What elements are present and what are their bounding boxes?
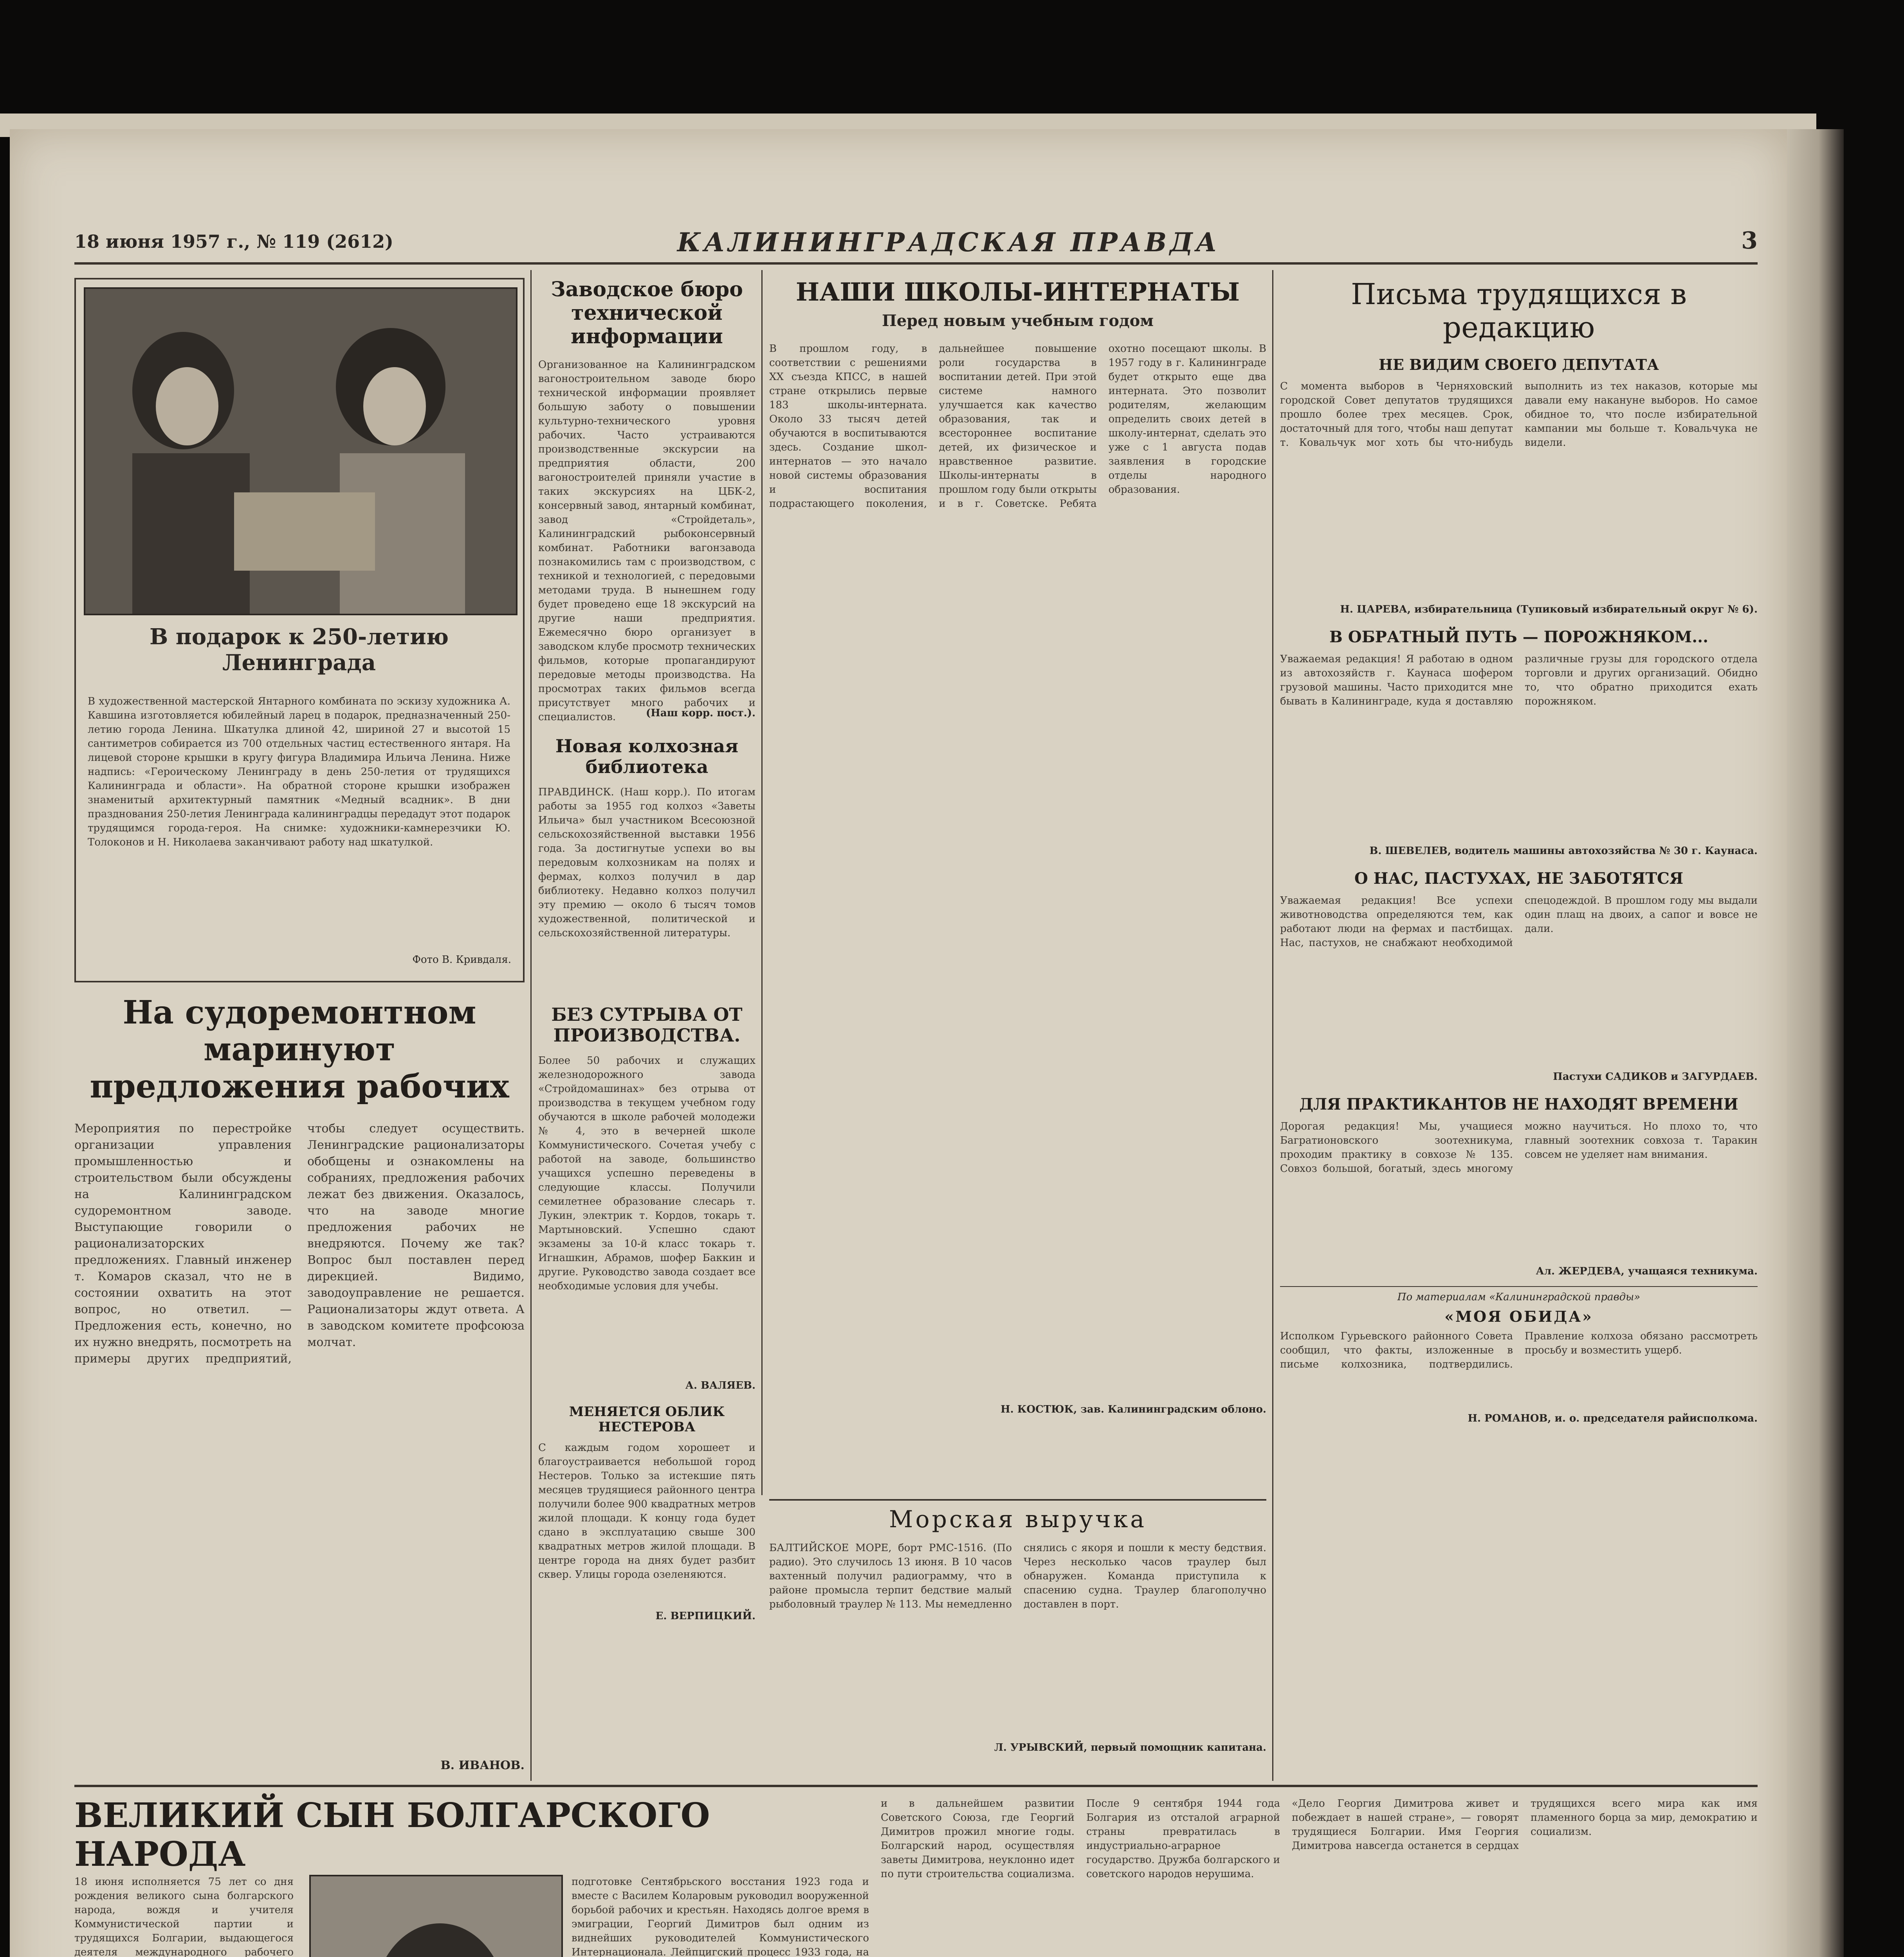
bulgaria-col1: 18 июня исполняется 75 лет со дня рождения великого сына болгарского народа, вождя и учителя Коммунистической партии и трудящихся Болгарии, выдающегося деятеля международного рабочего: [74, 1876, 294, 1957]
bulgaria-section: [74, 1797, 1758, 1957]
shepherds-signature: Пастухи САДИКОВ и ЗАГУРДАЕВ.: [1553, 1070, 1758, 1083]
bureau-signature: (Наш корр. пост.).: [645, 707, 755, 719]
bureau-headline: Заводское бюро технической информации: [551, 278, 743, 348]
gift-text: В художественной мастерской Янтарного комбината по эскизу художника А. Кавшина изготовляется юбилейный ларец в подарок, предназначенный 250-летию города Ленина. Шкатулка длиной 42, шириной 27 и высотой 15 сантиметров собирается из 700 отдельных частиц естественного янтаря. На лицевой стороне крышки в кругу фигура Владимира Ильича Ленина. Ниже надпись: «Героическому Ленинграду в день 250-летия от трудящихся Калининграда и области». На обратной стороне крышки изображен знаменитый архитектурный памятник «Медный всадник». В дни празднования 250-летия Ленинграда калининградцы передадут этот подарок трудящимся города-героя. На снимке: художники-камнерезчики Ю. Толоконов и Н. Николаева заканчивают работу над шкатулкой.: [88, 696, 510, 848]
artisans-photo-icon: [85, 289, 516, 614]
sea-headline: Морская выручка: [889, 1506, 1147, 1533]
bulgaria-col5: «Дело Георгия Димитрова живет и побеждает в нашей стране», — говорят трудящиеся Болгарии. Имя Георгия Димитрова навсегда останется в сердцах трудящихся всего мира как имя пламенного борца за мир, демократию и социализм.: [1292, 1798, 1758, 1852]
deputy-headline: НЕ ВИДИМ СВОЕГО ДЕПУТАТА: [1378, 356, 1659, 374]
shepherds-headline: О НАС, ПАСТУХАХ, НЕ ЗАБОТЯТСЯ: [1354, 869, 1684, 888]
column-divider: [530, 270, 532, 1781]
sea-text: БАЛТИЙСКОЕ МОРЕ, борт РМС-1516. (По радио). Это случилось 13 июня. В 10 часов вахтенный получил радиограмму, что в районе промысла терпит бедствие малый рыболовный траулер № 113. Мы немедленно снялись с якоря и пошли к месту бедствия. Через несколько часов траулер был обнаружен. Команда приступила к спасению судна. Траулер благополучно доставлен в порт.: [769, 1542, 1266, 1610]
changing-headline: МЕНЯЕТСЯ ОБЛИК НЕСТЕРОВА: [569, 1404, 725, 1435]
newspaper-title: КАЛИНИНГРАДСКАЯ ПРАВДА: [677, 227, 1220, 258]
letters-headline: Письма трудящихся в редакцию: [1350, 278, 1687, 345]
dimitrov-portrait: [309, 1875, 563, 1957]
practice-headline: ДЛЯ ПРАКТИКАНТОВ НЕ НАХОДЯТ ВРЕМЕНИ: [1299, 1095, 1738, 1114]
bulgaria-col3: подготовке Сентябрьского восстания 1923 года и вместе с Василем Коларовым руководил вооруженной борьбой рабочих и крестьян. Находясь долгое время в эмиграции, Георгий Димитров был одним из виднейших руководителей Коммунистического Интернационала. Лейпцигский процесс 1933 года, на: [572, 1876, 869, 1957]
bulgaria-col4: и в дальнейшем развитии Советского Союза, где Георгий Димитров прожил многие годы. Болгарский народ, осуществляя заветы Димитрова, неуклонно идет по пути строительства социализма. После 9 сентября 1944 года Болгария из отсталой аграрной страны превратилась в индустриально-аграрное государство. Дружба болгарского и советского народов нерушима.: [881, 1798, 1280, 1880]
practice-text: Дорогая редакция! Мы, учащиеся Багратионовского зоотехникума, проходим практику в совхозе № 135. Совхоз большой, богатый, здесь многому можно научиться. Но плохо то, что главный зоотехник совхоза т. Таракин совсем не уделяет нам внимания.: [1280, 1120, 1758, 1175]
letters-section: [1280, 278, 1758, 1785]
changing-text: С каждым годом хорошеет и благоустраивается небольшой город Нестеров. Только за истекшие пять месяцев трудящиеся районного центра получили более 900 квадратных метров жилой площади. К концу года будет сдано в эксплуатацию свыше 300 квадратных метров жилой площади. В центре города на днях будет разбит сквер. Улицы города озеленяются.: [538, 1442, 755, 1581]
masthead: [74, 227, 1758, 262]
schools-article: [769, 278, 1266, 1491]
shipyard-text: Мероприятия по перестройке организации управления промышленностью и строительством были обсуждены на Калининградском судоремонтном заводе. Выступающие говорили о рационализаторских предложениях. Главный инженер т. Комаров сказал, что не в состоянии охватить на этот вопрос, но ответил. — Предложения есть, конечно, но их нужно внедрять, посмотреть на примеры других предприятий, чтобы следует осуществить. Ленинградские рационализаторы обобщены и ознакомлены на собраниях, предложения рабочих лежат без движения. Оказалось, что на заводе многие предложения рабочих не внедряются. Почему же так? Вопрос был поставлен перед дирекцией. Видимо, заводоуправление не решается. Рационализаторы ждут ответа. А в заводском комитете профсоюза молчат.: [74, 1121, 525, 1366]
offense-signature: Н. РОМАНОВ, и. о. председателя райисполкома.: [1468, 1412, 1758, 1424]
sea-signature: Л. УРЫВСКИЙ, первый помощник капитана.: [994, 1742, 1266, 1753]
waste-headline: БЕЗ СУТРЫВА ОТ ПРОИЗВОДСТВА.: [551, 1004, 743, 1046]
section-rule: [74, 1785, 1758, 1787]
offense-headline: «МОЯ ОБИДА»: [1444, 1307, 1593, 1325]
schools-text: В прошлом году, в соответствии с решениями XX съезда КПСС, в нашей стране открылись первые 183 школы-интерната. Около 33 тысяч детей обучаются в воспитываются здесь. Создание школ-интернатов — это начало новой системы образования и воспитания подрастающего поколения, дальнейшее повышение роли государства в воспитании детей. При этой системе намного улучшается как качество образования, так и всестороннее воспитание детей, их физическое и нравственное развитие. Школы-интернаты в прошлом году были открыты и в г. Советске. Ребята охотно посещают школы. В 1957 году в г. Калининграде будет открыто еще два интерната. Это позволит родителям, желающим определить своих детей в школу-интернат, сделать это уже с 1 августа подав заявления в городские отделы народного образования.: [769, 342, 1266, 510]
library-headline: Новая колхозная библиотека: [555, 735, 739, 778]
changing-signature: Е. ВЕРПИЦКИЙ.: [655, 1610, 755, 1622]
practice-signature: Ал. ЖЕРДЕВА, учащаяся техникума.: [1536, 1265, 1758, 1277]
masthead-rule: [74, 262, 1758, 265]
gift-photo: [84, 287, 517, 615]
shepherds-text: Уважаемая редакция! Все успехи животноводства определяются тем, как работают люди на фермах и пастбищах. Нас, пастухов, не снабжают необходимой спецодеждой. В прошлом году мы выдали один плащ на двоих, а сапог и вовсе не дали.: [1280, 894, 1758, 949]
shipyard-headline: На судоремонтном маринуют предложения рабочих: [90, 994, 509, 1105]
schools-subtitle: Перед новым учебным годом: [882, 311, 1154, 330]
issue-date: 18 июня 1957 г., № 119 (2612): [74, 231, 393, 252]
offense-text: Исполком Гурьевского районного Совета сообщил, что факты, изложенные в письме колхозника, подтвердились. Правление колхоза обязано рассмотреть просьбу и возместить ущерб.: [1280, 1330, 1758, 1370]
schools-signature: Н. КОСТЮК, зав. Калининградским облоно.: [1001, 1403, 1266, 1415]
sea-article: [769, 1499, 1266, 1782]
empty-trip-text: Уважаемая редакция! Я работаю в одном из автохозяйств г. Каунаса шофером грузовой машины. Часто приходится мне бывать в Калининграде, куда я доставляю различные грузы для городского отдела торговли и других организаций. Обидно то, что обратно приходится ехать порожняком.: [1280, 653, 1758, 707]
gift-title: В подарок к 250-летию Ленинграда: [149, 624, 449, 676]
empty-trip-headline: В ОБРАТНЫЙ ПУТЬ — ПОРОЖНЯКОМ...: [1329, 627, 1708, 646]
gift-box: [74, 278, 525, 982]
follow-up-label: По материалам «Калининградской правды»: [1280, 1286, 1758, 1304]
page-right-edge: [1781, 129, 1844, 1957]
waste-signature: А. ВАЛЯЕВ.: [685, 1379, 755, 1391]
deputy-text: С момента выборов в Черняховский городской Совет депутатов трудящихся прошло более трех месяцев. Срок, достаточный для того, чтобы наш депутат т. Ковальчук мог хоть бы что-нибудь выполнить из тех наказов, которые мы давали ему накануне выборов. Но самое обидное то, что после избирательной кампании мы больше т. Ковальчука не видели.: [1280, 380, 1758, 449]
gift-photo-credit: Фото В. Кривдаля.: [412, 954, 511, 966]
shipyard-article: [74, 994, 525, 1777]
shipyard-signature: В. ИВАНОВ.: [440, 1758, 525, 1772]
portrait-icon: [311, 1876, 561, 1957]
waste-text: Более 50 рабочих и служащих железнодорожного завода «Стройдомашинах» без отрыва от производства в текущем учебном году обучаются в школе рабочей молодежи № 4, это в вечерней школе Коммунистического. Сочетая учебу с работой на заводе, большинство учащихся успешно переведены в следующие классы. Получили семилетнее образование слесарь т. Лукин, электрик т. Кордов, токарь т. Мартыновский. Успешно сдают экзамены за 10-й класс токарь т. Игнашкин, Абрамов, шофер Баккин и другие. Руководство завода создает все необходимые условия для учебы.: [538, 1054, 755, 1292]
empty-trip-signature: В. ШЕВЕЛЕВ, водитель машины автохозяйства № 30 г. Каунаса.: [1369, 845, 1758, 857]
bulgaria-headline: ВЕЛИКИЙ СЫН БОЛГАРСКОГО НАРОДА: [74, 1796, 710, 1874]
library-text: ПРАВДИНСК. (Наш корр.). По итогам работы за 1955 год колхоз «Заветы Ильича» был участником Всесоюзной сельскохозяйственной выставки 1956 года. За достигнутые успехи во вы передовым колхозникам на полях и фермах, колхоз получил в дар библиотеку. Недавно колхоз получил эту премию — около 6 тысяч томов художественной, политической и сельскохозяйственной литературы.: [538, 786, 755, 939]
column-divider: [1272, 270, 1273, 1781]
bureau-text: Организованное на Калининградском вагоностроительном заводе бюро технической информации проявляет большую заботу о повышении культурно-технического уровня рабочих. Часто устраиваются производственные экскурсии на предприятия области, 200 вагоностроителей приняли участие в таких экскурсиях на ЦБК-2, консервный завод, янтарный комбинат, завод «Стройдеталь», Калининградский рыбоконсервный комбинат. Работники вагонзавода познакомились там с производством, с техникой и технологией, с передовыми методами труда. В нынешнем году будет проведено еще 18 экскурсий на другие наши предприятия. Ежемесячно бюро организует в заводском клубе просмотр технических фильмов, которые пропагандируют передовые методы производства. На просмотрах таких фильмов всегда присутствует много рабочих и специалистов.: [538, 359, 755, 723]
page-number: 3: [1741, 227, 1758, 254]
column-divider: [761, 270, 763, 1495]
bureau-column: [538, 278, 755, 1785]
schools-headline: НАШИ ШКОЛЫ-ИНТЕРНАТЫ: [795, 278, 1240, 307]
deputy-signature: Н. ЦАРЕВА, избирательница (Тупиковый избирательный округ № 6).: [1340, 603, 1758, 615]
